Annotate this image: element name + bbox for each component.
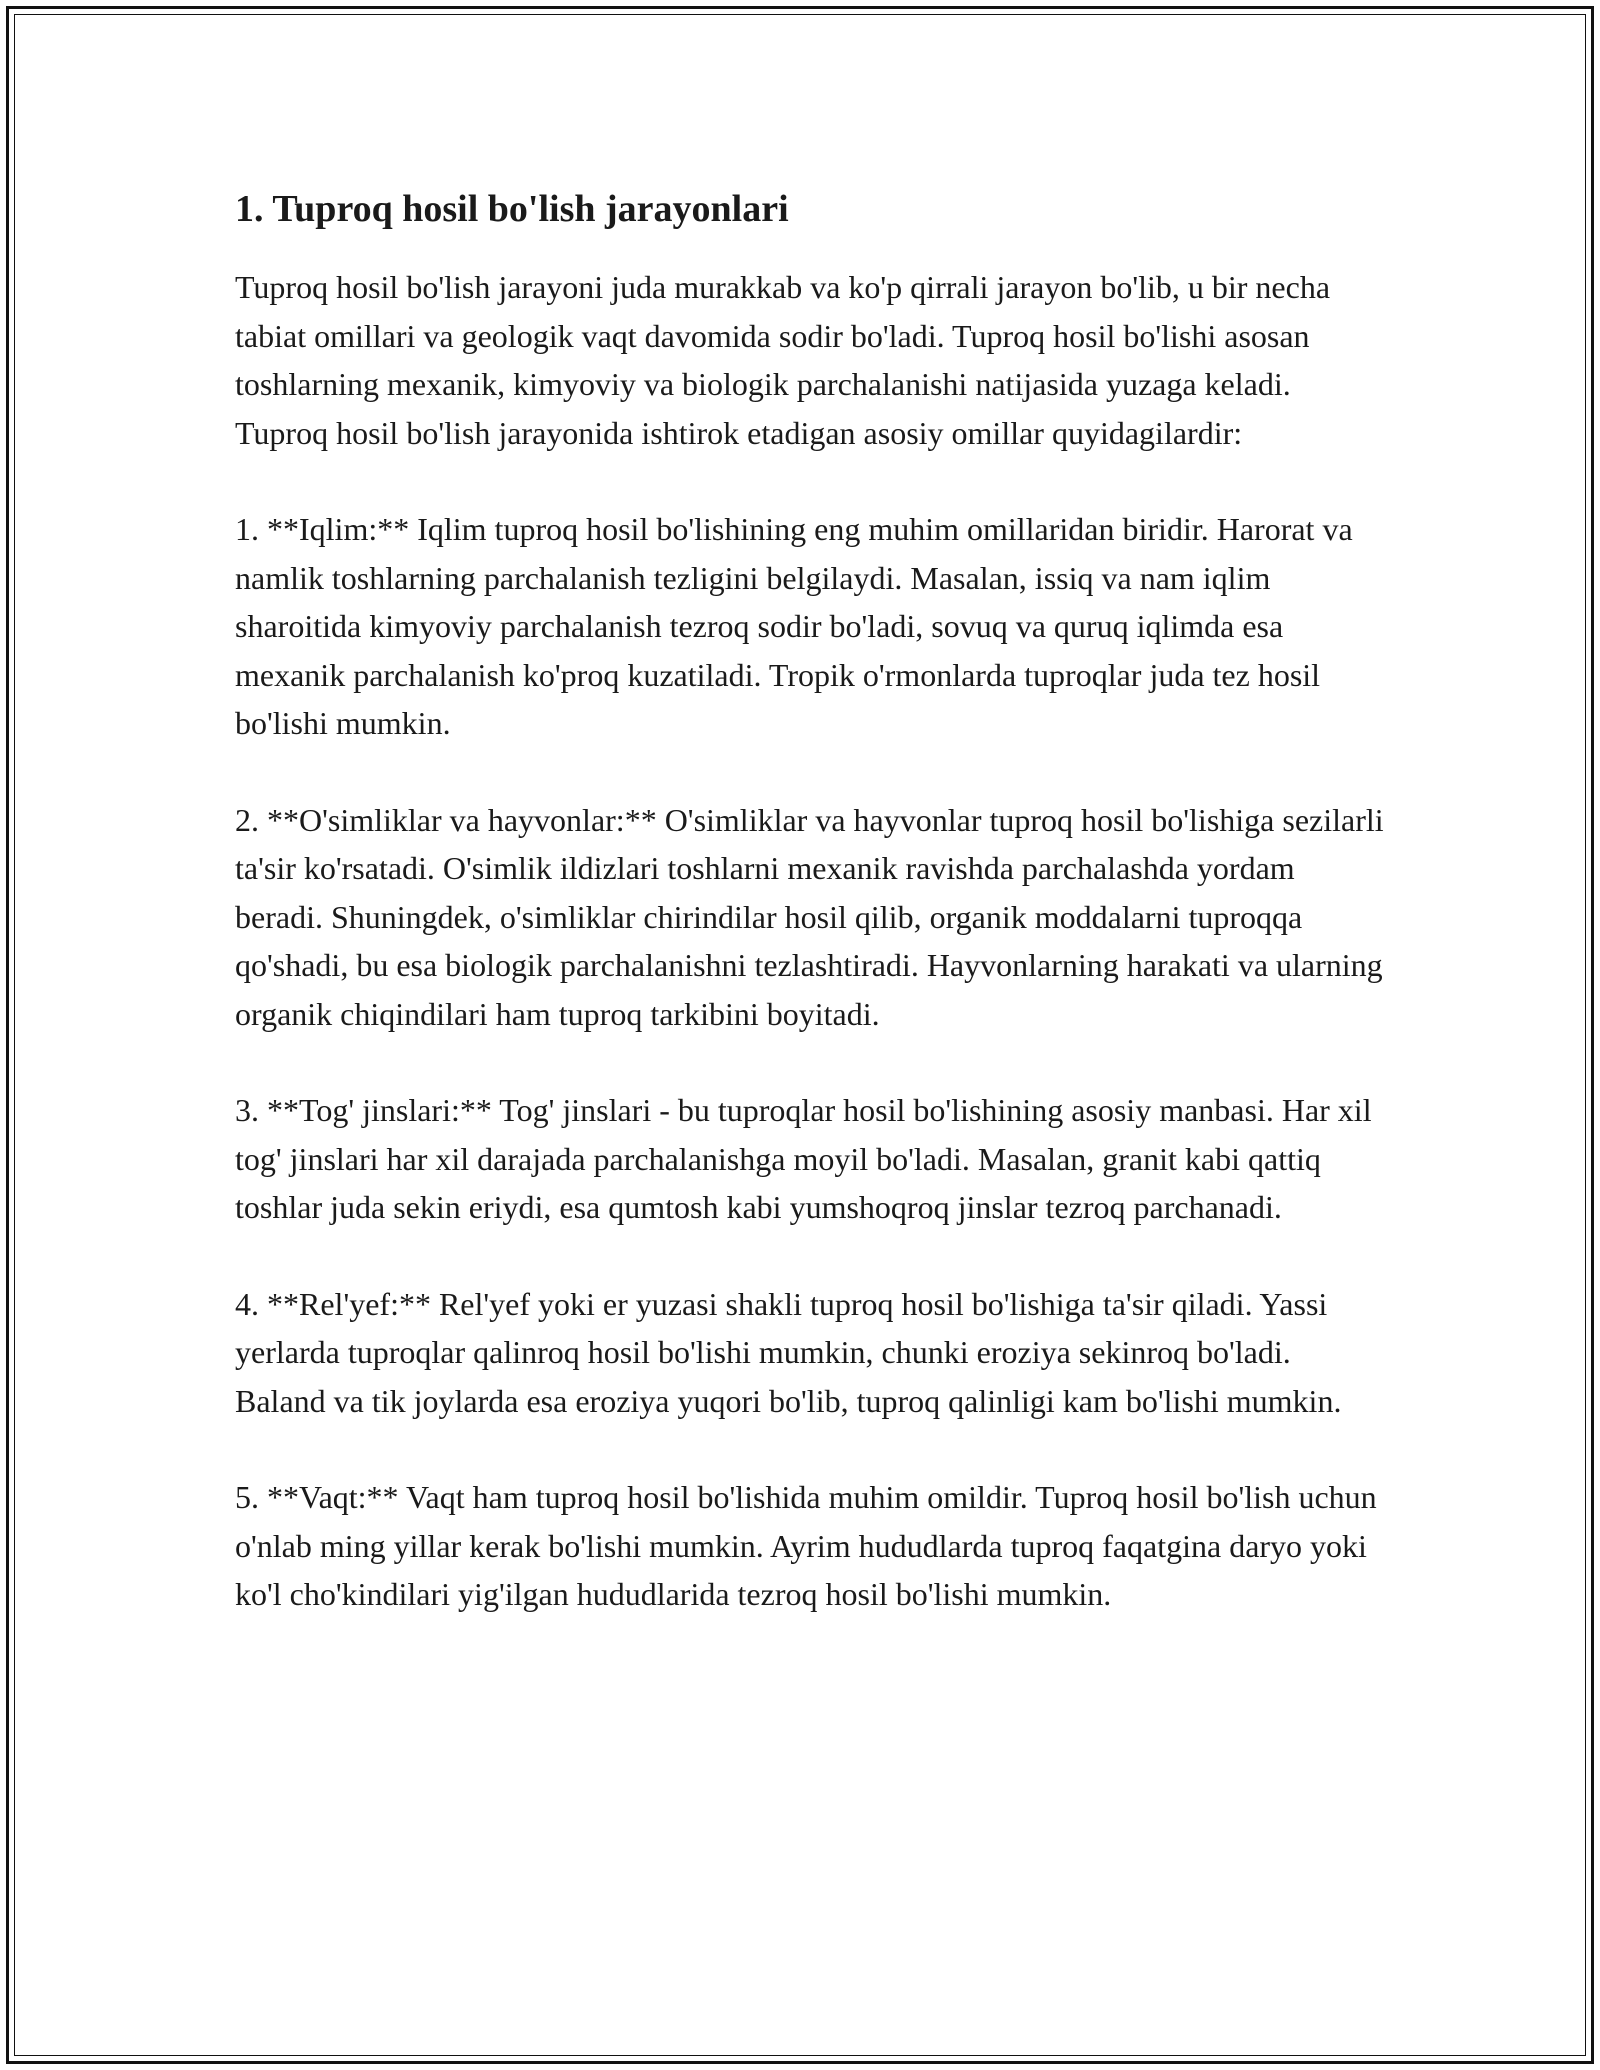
intro-paragraph: Tuproq hosil bo'lish jarayoni juda murakkab va ko'p qirrali jarayon bo'lib, u bir necha tabiat omillari va geologik vaqt davomida sodir bo'ladi. Tuproq hosil bo'lishi asosan toshlarning mexanik, kimyoviy va biologik parchalanishi natijasida yuzaga keladi. Tuproq hosil bo'lish jarayonida ishtirok etadigan asosiy omillar quyidagilardir: (235, 269, 1331, 451)
factor-relief-paragraph: 4. **Rel'yef:** Rel'yef yoki er yuzasi shakli tuproq hosil bo'lishiga ta'sir qiladi. Yassi yerlarda tuproqlar qalinroq hosil bo'lishi mumkin, chunki eroziya sekinroq bo'ladi. Baland va tik joylarda esa eroziya yuqori bo'lib, tuproq qalinligi kam bo'lishi mumkin. (235, 1285, 1342, 1419)
factor-plants-animals-paragraph: 2. **O'simliklar va hayvonlar:** O'simliklar va hayvonlar tuproq hosil bo'lishiga sezilarli ta'sir ko'rsatadi. O'simlik ildizlari toshlarni mexanik ravishda parchalashda yordam beradi. Shuningdek, o'simliklar chirindilar hosil qilib, organik moddalarni tuproqqa qo'shadi, bu esa biologik parchalanishni tezlashtiradi. Hayvonlarning harakati va ularning organik chiqindilari ham tuproq tarkibini boyitadi. (235, 801, 1384, 1032)
section-heading: 1. Tuproq hosil bo'lish jarayonlari (235, 188, 789, 230)
factor-climate-paragraph: 1. **Iqlim:** Iqlim tuproq hosil bo'lishining eng muhim omillaridan biridir. Harorat va namlik toshlarning parchalanish tezligini belgilaydi. Masalan, issiq va nam iqlim sharoitida kimyoviy parchalanish tezroq sodir bo'ladi, sovuq va quruq iqlimda esa mexanik parchalanish ko'proq kuzatiladi. Tropik o'rmonlarda tuproqlar juda tez hosil bo'lishi mumkin. (235, 511, 1353, 741)
factor-rocks-paragraph: 3. **Tog' jinslari:** Tog' jinslari - bu tuproqlar hosil bo'lishining asosiy manbasi. Har xil tog' jinslari har xil darajada parchalanishga moyil bo'ladi. Masalan, granit kabi qattiq toshlar juda sekin eriydi, esa qumtosh kabi yumshoqroq jinslar tezroq parchanadi. (235, 1092, 1372, 1225)
document-body (235, 185, 1385, 1619)
factor-time-paragraph: 5. **Vaqt:** Vaqt ham tuproq hosil bo'lishida muhim omildir. Tuproq hosil bo'lish uchun o'nlab ming yillar kerak bo'lishi mumkin. Ayrim hududlarda tuproq faqatgina daryo yoki ko'l cho'kindilari yig'ilgan hududlarida tezroq hosil bo'lishi mumkin. (235, 1479, 1377, 1612)
